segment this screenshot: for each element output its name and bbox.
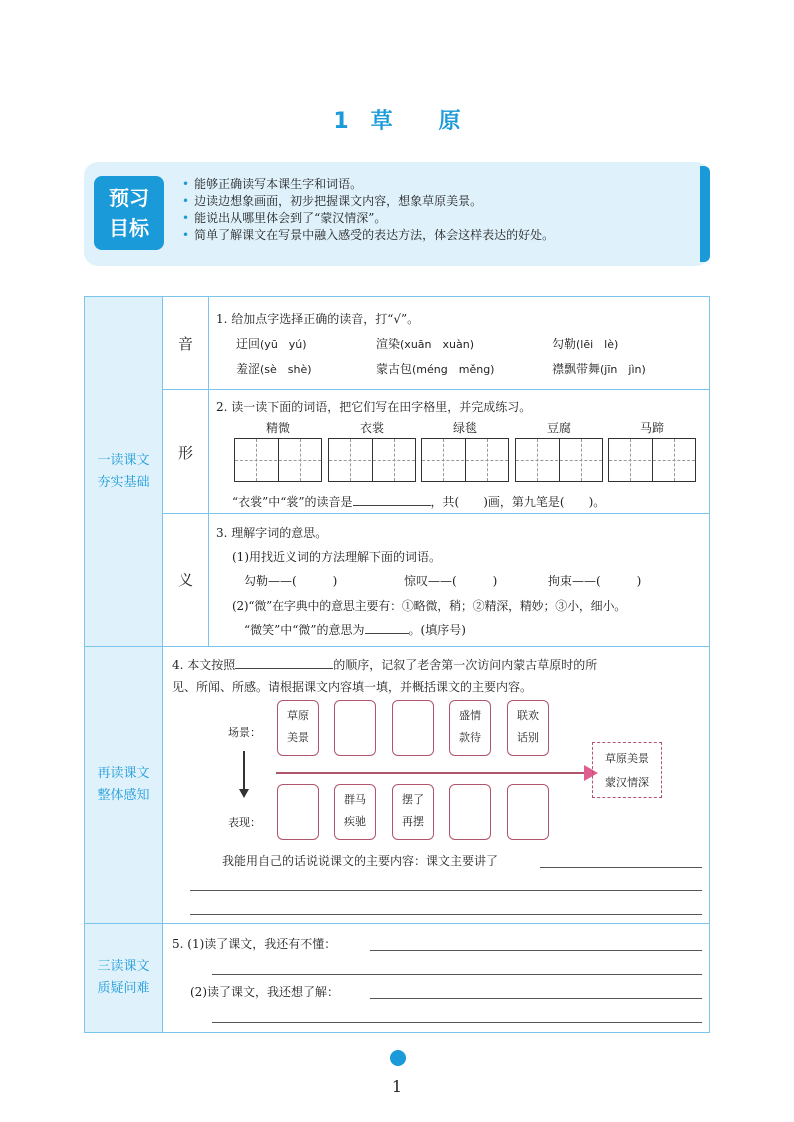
q3-word-3: 拘束——( ) [548,574,642,588]
preview-goals-box [84,162,710,266]
section-second-reading: 再读课文 整体感知 [85,646,163,923]
performance-box[interactable] [507,784,549,840]
q5-part1: 5. (1)读了课文，我还有不懂： [172,937,337,951]
performance-box: 摆了 再摆 [392,784,434,840]
answer-line[interactable] [190,890,702,891]
goals-tag [94,176,164,250]
tianzige-grid[interactable] [515,438,603,482]
grid-word: 精微 [265,421,290,435]
q2-followup: “衣裳”中“裳”的读音是 ，共( )画，第九笔是( )。 [232,495,606,509]
q4-prompt: 4. 本文按照 的顺序，记叙了老舍第一次访问内蒙古草原时的所 [172,658,598,672]
scene-box: 联欢 话别 [507,700,549,756]
answer-line[interactable] [212,1022,702,1023]
goal-item: • 能说出从哪里体会到了“蒙汉情深”。 [182,210,554,227]
q3-prompt: 3. 理解字词的意思。 [216,526,328,540]
q3-part2: (2)“微”在字典中的意思主要有：①略微，稍；②精深，精妙；③小，细小。 [232,599,627,613]
divider [85,646,709,647]
scene-box: 盛情 款待 [449,700,491,756]
q2-prompt: 2. 读一读下面的词语，把它们写在田字格里，并完成练习。 [216,400,532,414]
performance-box[interactable] [449,784,491,840]
result-box: 草原美景 蒙汉情深 [592,742,662,798]
answer-line[interactable] [540,867,702,868]
goal-item: • 能够正确读写本课生字和词语。 [182,176,554,193]
goals-tag-line1: 预习 [109,186,149,210]
goal-item: • 简单了解课文在写景中融入感受的表达方法，体会这样表达的好处。 [182,227,554,244]
divider [85,923,709,924]
goals-list [182,176,554,244]
page-title [0,104,794,135]
q3-part3: “微笑”中“微”的意思为 。(填序号) [244,623,466,637]
scene-label: 场景： [228,726,261,739]
answer-blank[interactable] [365,621,409,634]
page-number: 1 [391,1077,403,1096]
goal-item: • 边读边想象画面，初步把握课文内容，想象草原美景。 [182,193,554,210]
q1-item-a: 迂回(yū yú) [236,337,307,351]
title-char-1: 草 [370,109,393,134]
q3-part1: (1)用找近义词的方法理解下面的词语。 [232,550,441,564]
answer-line[interactable] [370,950,702,951]
section-third-reading: 三读课文 质疑问难 [85,923,163,1032]
divider [163,513,709,514]
tianzige-grid[interactable] [234,438,322,482]
performance-box: 群马 疾驰 [334,784,376,840]
q3-word-2: 惊叹——( ) [404,574,498,588]
performance-label: 表现： [228,816,261,829]
divider [163,389,709,390]
q1-item-f: 襟飘带舞(jīn jìn) [552,362,646,376]
q1-item-e: 蒙古包(méng měng) [376,362,495,376]
q1-item-c: 勾勒(lēi lè) [552,337,619,351]
q5-part2: (2)读了课文，我还想了解： [190,985,339,999]
answer-blank[interactable] [353,493,431,506]
tianzige-grid[interactable] [328,438,416,482]
q1-item-b: 渲染(xuān xuàn) [376,337,474,351]
answer-blank[interactable] [235,656,333,669]
lesson-number: 1 [333,109,349,134]
section-first-reading: 一读课文 夯实基础 [85,297,163,646]
performance-box[interactable] [277,784,319,840]
scene-box[interactable] [392,700,434,756]
grid-word: 豆腐 [546,421,571,435]
scene-box: 草原 美景 [277,700,319,756]
timeline-arrow [276,772,584,774]
tianzige-grid[interactable] [421,438,509,482]
down-arrow-icon [239,789,249,798]
goals-tag-line2: 目标 [109,216,149,240]
grid-word: 马蹄 [639,421,664,435]
title-char-2: 原 [438,109,461,134]
sub-label-meaning: 义 [177,571,193,589]
sub-label-sound: 音 [177,335,193,353]
divider [208,297,209,646]
q4-prompt-line2: 见、所闻、所感。请根据课文内容填一填，并概括课文的主要内容。 [172,680,533,694]
q3-word-1: 勾勒——( ) [244,574,338,588]
q1-prompt: 1. 给加点字选择正确的读音，打“√”。 [216,312,420,326]
goals-side-bar [700,166,710,262]
answer-line[interactable] [370,998,702,999]
grid-word: 绿毯 [452,421,477,435]
scene-box[interactable] [334,700,376,756]
answer-line[interactable] [190,914,702,915]
page-dot-icon [390,1050,406,1066]
grid-word: 衣裳 [359,421,384,435]
tianzige-grid[interactable] [608,438,696,482]
answer-line[interactable] [212,974,702,975]
sub-label-form: 形 [177,444,193,462]
q1-item-d: 羞涩(sè shè) [236,362,312,376]
down-arrow-shaft [243,751,245,791]
q4-summary-prompt: 我能用自己的话说说课文的主要内容：课文主要讲了 [222,854,499,868]
